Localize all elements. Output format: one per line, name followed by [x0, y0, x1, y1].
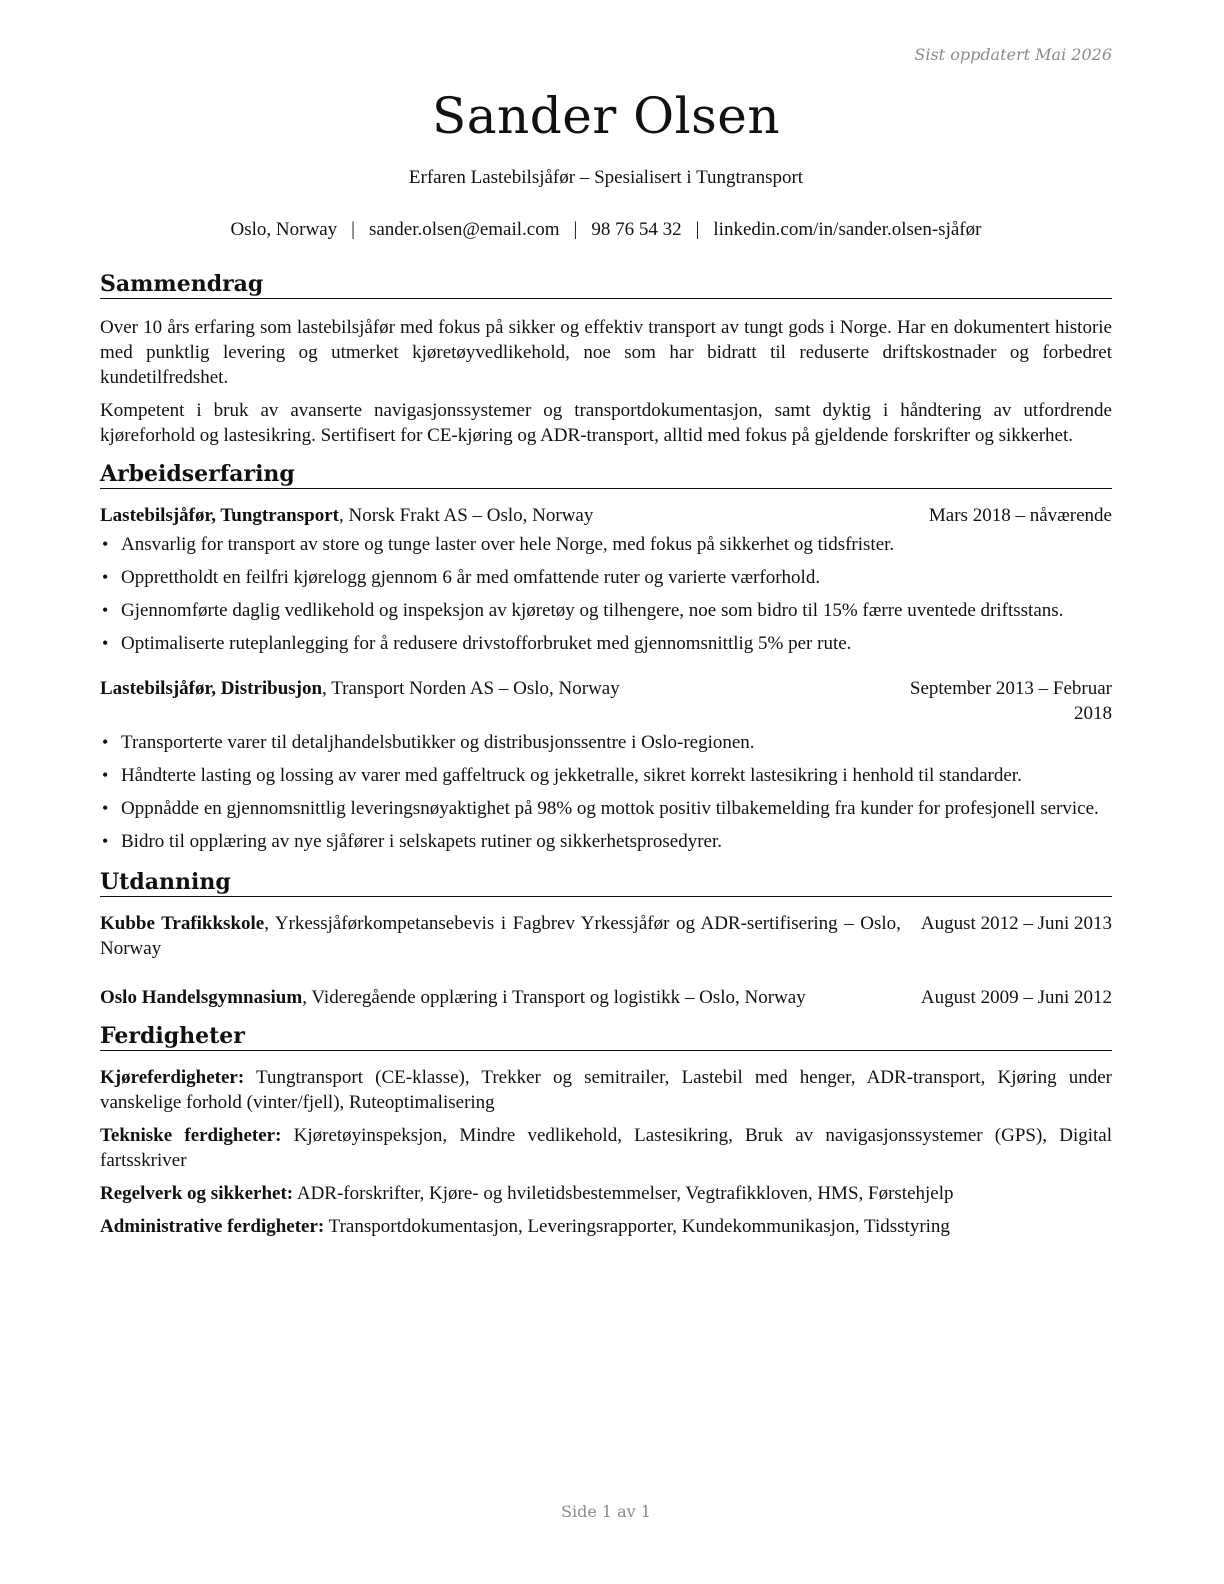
- list-item: • Transporterte varer til detaljhandelsbutikker og distribusjonssentre i Oslo-regionen.: [100, 730, 1112, 755]
- section-heading: Sammendrag: [100, 270, 1112, 299]
- skills-body: [100, 1065, 1112, 1239]
- education-entry: [100, 911, 1112, 961]
- job-bullets: [100, 730, 1112, 854]
- contact-phone[interactable]: 98 76 54 32: [591, 219, 682, 240]
- skill-text: ADR-forskrifter, Kjøre- og hviletidsbestemmelser, Vegtrafikkloven, HMS, Førstehjelp: [293, 1183, 954, 1204]
- job-title: Lastebilsjåfør, Tungtransport: [100, 505, 339, 526]
- contact-separator: |: [351, 219, 355, 240]
- job-company: , Norsk Frakt AS – Oslo, Norway: [338, 505, 594, 526]
- list-item: • Håndterte lasting og lossing av varer med gaffeltruck og jekketralle, sikret korrekt lastesikring i henhold til standarder.: [100, 763, 1112, 788]
- skill-label: Administrative ferdigheter:: [100, 1216, 325, 1237]
- job-bullets: [100, 532, 1112, 656]
- job-title: Lastebilsjåfør, Distribusjon: [100, 678, 323, 699]
- contact-separator: |: [573, 219, 578, 240]
- experience-section: [100, 460, 1112, 854]
- contact-email[interactable]: sander.olsen@email.com: [368, 219, 560, 240]
- skill-label: Tekniske ferdigheter:: [100, 1125, 282, 1146]
- contact-linkedin[interactable]: linkedin.com/in/sander.olsen-sjåfør: [713, 219, 982, 240]
- resume-page: [100, 0, 1112, 1584]
- skill-row: [100, 1065, 1112, 1115]
- skills-section: [100, 1022, 1112, 1239]
- education-line: [100, 985, 901, 1010]
- job-dates: Mars 2018 – nåværende: [928, 505, 1112, 526]
- education-section: [100, 868, 1112, 1010]
- section-heading: Arbeidserfaring: [100, 460, 1112, 489]
- school-name: Oslo Handelsgymnasium: [100, 987, 303, 1008]
- skill-label: Regelverk og sikkerhet:: [100, 1183, 294, 1204]
- skill-text: Transportdokumentasjon, Leveringsrapporter, Kundekommunikasjon, Tidsstyring: [324, 1216, 950, 1237]
- education-dates: August 2012 – Juni 2013: [920, 913, 1112, 934]
- job-title-line: [100, 676, 852, 701]
- skill-label: Kjøreferdigheter:: [100, 1067, 245, 1088]
- candidate-name: Sander Olsen: [431, 87, 781, 145]
- resume-content: [100, 270, 1112, 1239]
- summary-section: [100, 270, 1112, 448]
- list-item: • Gjennomførte daglig vedlikehold og inspeksjon av kjøretøy og tilhengere, noe som bidro til 15% færre uventede driftsstans.: [100, 598, 1112, 623]
- list-item: • Oppnådde en gjennomsnittlig leveringsnøyaktighet på 98% og mottok positiv tilbakemelding fra kunder for profesjonell service.: [100, 796, 1112, 821]
- job-header: [100, 676, 1112, 726]
- education-line: [100, 911, 901, 961]
- list-item: • Bidro til opplæring av nye sjåfører i selskapets rutiner og sikkerhetsprosedyrer.: [100, 829, 1112, 854]
- education-detail: , Videregående opplæring i Transport og logistikk – Oslo, Norway: [302, 987, 806, 1008]
- page-number: Side 1 av 1: [561, 1502, 651, 1521]
- school-name: Kubbe Trafikkskole: [100, 913, 265, 934]
- job-company: , Transport Norden AS – Oslo, Norway: [322, 678, 620, 699]
- job-dates: September 2013 – Februar 2018: [909, 678, 1112, 724]
- summary-paragraph: Kompetent i bruk av avanserte navigasjonssystemer og transportdokumentasjon, samt dyktig i håndtering av utfordrende kjøreforhold og lastesikring. Sertifisert for CE-kjøring og ADR-transport, alltid med fokus på gjeldende forskrifter og sikkerhet.: [100, 400, 1112, 446]
- contact-separator: |: [695, 219, 700, 240]
- list-item: • Opprettholdt en feilfri kjørelogg gjennom 6 år med omfattende ruter og varierte værforhold.: [100, 565, 1112, 590]
- contact-location: Oslo, Norway: [230, 219, 338, 240]
- summary-body: [100, 315, 1112, 448]
- skill-row: [100, 1214, 1112, 1239]
- skill-row: [100, 1123, 1112, 1173]
- section-heading: Utdanning: [100, 868, 1112, 897]
- last-updated: Sist oppdatert Mai 2026: [914, 45, 1112, 64]
- skill-text: Kjøretøyinspeksjon, Mindre vedlikehold, Lastesikring, Bruk av navigasjonssystemer (GPS), Digital fartsskriver: [100, 1125, 1112, 1171]
- job-entry: [100, 503, 1112, 656]
- education-dates: August 2009 – Juni 2012: [920, 987, 1112, 1008]
- list-item: • Optimaliserte ruteplanlegging for å redusere drivstofforbruket med gjennomsnittlig 5% per rute.: [100, 631, 1112, 656]
- education-detail: , Yrkessjåførkompetansebevis i Fagbrev Yrkessjåfør og ADR-sertifisering – Oslo, Norway: [100, 913, 901, 959]
- job-header: [100, 503, 1112, 528]
- education-entry: [100, 985, 1112, 1010]
- job-title-line: [100, 503, 909, 528]
- list-item: • Ansvarlig for transport av store og tunge laster over hele Norge, med fokus på sikkerhet og tidsfrister.: [100, 532, 1112, 557]
- section-heading: Ferdigheter: [100, 1022, 1112, 1051]
- contact-line: [100, 219, 1112, 241]
- skill-row: [100, 1181, 1112, 1206]
- skill-text: Tungtransport (CE-klasse), Trekker og semitrailer, Lastebil med henger, ADR-transport, Kjøring under vanskelige forhold (vinter/fjell), Ruteoptimalisering: [100, 1067, 1112, 1113]
- summary-paragraph: Over 10 års erfaring som lastebilsjåfør med fokus på sikker og effektiv transport av tungt gods i Norge. Har en dokumentert historie med punktlig levering og utmerket kjøretøyvedlikehold, noe som har bidratt til reduserte driftskostnader og forbedret kundetilfredshet.: [100, 317, 1112, 388]
- candidate-subtitle: Erfaren Lastebilsjåfør – Spesialisert i Tungtransport: [408, 167, 804, 188]
- job-entry: [100, 676, 1112, 854]
